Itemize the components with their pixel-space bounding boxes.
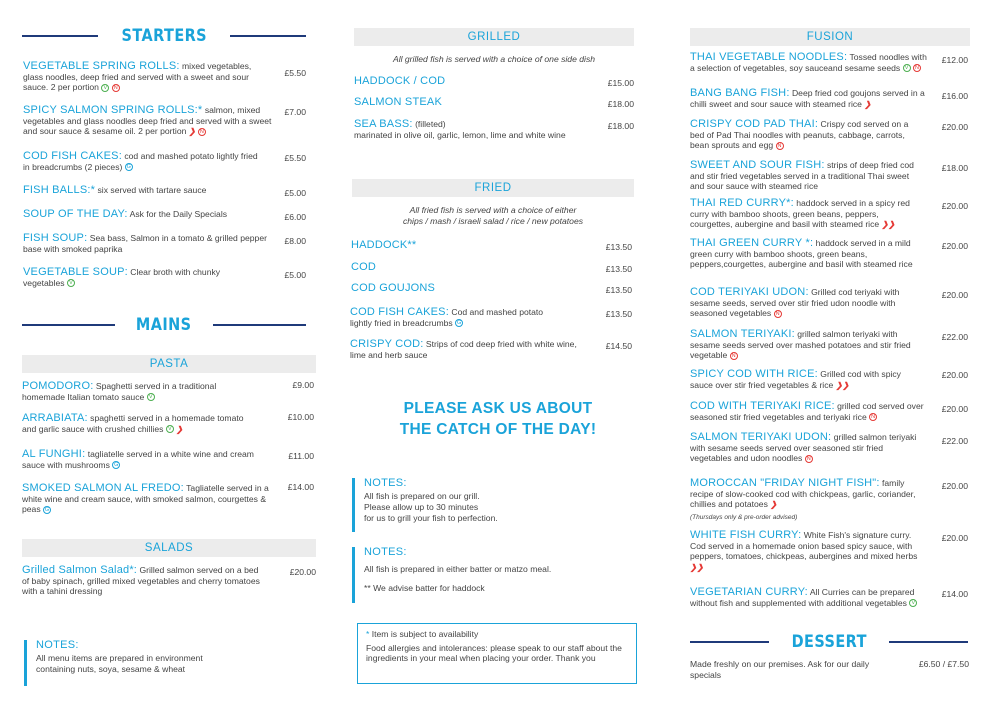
price: £20.00 — [941, 370, 968, 380]
chilli-icon: ❯ — [864, 99, 872, 109]
price: £13.50 — [605, 242, 632, 252]
menu-item-al-funghi: AL FUNGHI: tagliatelle served in a white wine and cream sauce with mushrooms G — [22, 448, 254, 470]
nut-icon: N — [730, 352, 738, 360]
menu-item-sea-bass: SEA BASS: (filleted) marinated in olive oil, garlic, lemon, lime and white wine — [354, 118, 566, 140]
price: £20.00 — [941, 533, 968, 543]
price: £20.00 — [941, 404, 968, 414]
price: £10.00 — [287, 412, 314, 422]
header-rule — [889, 641, 968, 643]
notes-title: NOTES: — [364, 477, 407, 489]
price: £22.00 — [941, 332, 968, 342]
menu-item-cod-fish-cakes: COD FISH CAKES: cod and mashed potato lightly fried in breadcrumbs (2 pieces) G — [23, 150, 258, 172]
menu-item-cod-teriyaki-rice: COD WITH TERIYAKI RICE: grilled cod served over seasoned stir fried vegetables and teriyaki rice N — [690, 400, 924, 422]
menu-item-bang-bang-fish: BANG BANG FISH: Deep fried cod goujons served in a chilli sweet and sour sauce with steamed rice ❯ — [690, 87, 925, 109]
price: £13.50 — [605, 285, 632, 295]
nut-icon: N — [112, 84, 120, 92]
menu-item-fish-balls: FISH BALLS:* six served with tartare sauce — [23, 184, 207, 196]
header-rule — [22, 35, 98, 37]
price: £11.00 — [288, 451, 314, 461]
menu-item-thai-green-curry: THAI GREEN CURRY *: haddock served in a mild green curry with bamboo shoots, green beans, peppers,courgettes, aubergine and basil with steamed rice — [690, 237, 913, 269]
price: £20.00 — [941, 201, 968, 211]
price: £14.00 — [287, 482, 314, 492]
menu-item-cod-fried: COD — [351, 261, 377, 273]
menu-item-thai-veg-noodles: THAI VEGETABLE NOODLES: Tossed noodles with a selection of vegetables, soy sauceand sesame seeds V N — [690, 51, 927, 73]
price: £9.00 — [292, 380, 314, 390]
price: £20.00 — [941, 481, 968, 491]
menu-item-salmon-steak: SALMON STEAK — [354, 96, 442, 108]
menu-item-haddock-fried: HADDOCK** — [351, 239, 417, 251]
nut-icon: N — [774, 310, 782, 318]
nut-icon: N — [805, 455, 813, 463]
menu-item-soup-of-day: SOUP OF THE DAY: Ask for the Daily Specials — [23, 208, 228, 220]
nut-icon: N — [869, 413, 877, 421]
menu-item-haddock-cod-grilled: HADDOCK / COD — [354, 75, 446, 87]
chilli-icon: ❯❯ — [835, 380, 850, 390]
header-rule — [22, 324, 115, 326]
notes-grill: NOTES: All fish is prepared on our grill. Please allow up to 30 minutes for us to grill your fish to perfection. — [352, 478, 552, 532]
menu-item-grilled-salmon-salad: Grilled Salmon Salad*: Grilled salmon served on a bed of baby spinach, grilled mixed vegetables and cherry tomatoes with a tahini dressing — [22, 564, 260, 596]
chilli-icon: ❯❯ — [690, 562, 704, 572]
notes-title: NOTES: — [364, 546, 407, 558]
menu-item-cod-teriyaki-udon: COD TERIYAKI UDON: Grilled cod teriyaki with sesame seeds, served over stir fried udon noodle with seasoned vegetables N — [690, 286, 900, 318]
notes-batter: NOTES: All fish is prepared in either batter or matzo meal. ** We advise batter for haddock — [352, 547, 592, 603]
vegetarian-icon: V — [903, 64, 911, 72]
salads-band: SALADS — [22, 539, 316, 557]
dessert-header — [690, 632, 968, 652]
chilli-icon: ❯ — [770, 500, 777, 509]
gluten-free-icon: G — [44, 506, 50, 513]
price: £7.00 — [284, 107, 306, 117]
price: £20.00 — [941, 290, 968, 300]
vegetarian-icon: V — [909, 599, 917, 607]
mains-title: MAINS — [136, 315, 192, 335]
price: £18.00 — [941, 163, 968, 173]
price: £16.00 — [941, 91, 968, 101]
menu-item-fish-soup: FISH SOUP: Sea bass, Salmon in a tomato & grilled pepper base with smoked paprika — [23, 232, 267, 254]
price: £6.50 / £7.50 — [918, 659, 969, 669]
price: £14.50 — [605, 341, 632, 351]
price: £13.50 — [605, 264, 632, 274]
price: £13.50 — [605, 309, 632, 319]
price: £18.00 — [607, 121, 634, 131]
notes-text: All menu items are prepared in environment containing nuts, soya, sesame & wheat — [36, 653, 203, 674]
menu-item-white-fish-curry: WHITE FISH CURRY: White Fish's signature curry. Cod served in a homemade onion based spicy sauce, with peppers, tomatoes, chickpeas, aubergines and mixed herbs ❯❯ — [690, 529, 918, 572]
menu-item-salmon-teriyaki: SALMON TERIYAKI: grilled salmon teriyaki with sesame seeds served over mashed potatoes and stir fried vegetable N — [690, 328, 911, 360]
price: £14.00 — [941, 589, 968, 599]
chilli-icon: ❯❯ — [881, 220, 895, 229]
gluten-free-icon: G — [114, 462, 119, 469]
chilli-icon: ❯ — [188, 127, 196, 136]
allergy-notice: * Item is subject to availability Food allergies and intolerances: please speak to our staff about the ingredients in your meal when placing your order. Thank you — [357, 623, 637, 684]
mains-header — [22, 315, 306, 335]
price: £20.00 — [289, 567, 316, 577]
pasta-band: PASTA — [22, 355, 316, 373]
price: £5.00 — [284, 188, 306, 198]
nut-icon: N — [913, 64, 921, 72]
notes-left — [24, 640, 239, 686]
header-rule — [230, 35, 306, 37]
fried-band: FRIED — [352, 179, 634, 197]
grilled-subtitle: All grilled fish is served with a choice of one side dish — [392, 54, 596, 64]
dessert-desc: Made freshly on our premises. Ask for our daily specials — [690, 659, 870, 680]
vegetarian-icon: V — [101, 84, 109, 92]
menu-item-thai-red-curry: THAI RED CURRY*: haddock served in a spicy red curry with bamboo shoots, green beans, peppers, courgettes, aubergine and basil with steamed rice ❯❯ — [690, 197, 910, 229]
dessert-title: DESSERT — [791, 632, 867, 652]
menu-item-vegetable-soup: VEGETABLE SOUP: Clear broth with chunky vegetables V — [23, 266, 221, 288]
menu-item-crispy-cod: CRISPY COD: Strips of cod deep fried with white wine, lime and herb sauce — [350, 338, 577, 360]
menu-item-salmon-teriyaki-udon: SALMON TERIYAKI UDON: grilled salmon teriyaki with sesame seeds served over seasoned stir fried vegetables and udon noodles N — [690, 431, 917, 463]
gluten-free-icon: G — [456, 320, 462, 327]
vegetarian-icon: V — [147, 393, 155, 401]
nut-icon: N — [198, 128, 206, 136]
menu-item-spicy-cod-rice: SPICY COD WITH RICE: Grilled cod with spicy sauce over stir fried vegetables & rice ❯❯ — [690, 368, 901, 390]
grilled-band: GRILLED — [354, 28, 634, 46]
starters-header — [22, 26, 306, 46]
price: £5.50 — [284, 68, 306, 78]
menu-item-vegetarian-curry: VEGETARIAN CURRY: All Curries can be prepared without fish and supplemented with additional vegetables V — [690, 587, 942, 608]
menu-item-veg-spring-rolls: VEGETABLE SPRING ROLLS: mixed vegetables, glass noodles, deep fried and served with a sweet and sour sauce. 2 per portion V N — [23, 60, 252, 92]
menu-item-smoked-salmon-alfredo: SMOKED SALMON AL FREDO: Tagliatelle served in a white wine and cream sauce, with smoked salmon, courgettes & peas G — [22, 482, 269, 514]
fried-subtitle: All fried fish is served with a choice of either chips / mash / israeli salad / rice / new potatoes — [402, 205, 584, 226]
fusion-band: FUSION — [690, 28, 970, 46]
price: £15.00 — [607, 78, 634, 88]
price: £18.00 — [607, 99, 634, 109]
menu-item-pomodoro: POMODORO: Spaghetti served in a traditional homemade Italian tomato sauce V — [22, 380, 217, 402]
price: £22.00 — [941, 436, 968, 446]
chilli-icon: ❯ — [176, 424, 183, 434]
menu-item-spicy-salmon-rolls: SPICY SALMON SPRING ROLLS:* salmon, mixed vegetables and glass noodles deep fried and served with a sweet and sour sauce & sesame oil. 2 per portion ❯ N — [23, 104, 272, 136]
vegetarian-icon: V — [166, 425, 174, 433]
price: £20.00 — [941, 122, 968, 132]
header-rule — [690, 641, 769, 643]
price: £12.00 — [941, 55, 968, 65]
notes-title: NOTES: — [36, 639, 79, 651]
menu-item-arrabiata: ARRABIATA: spaghetti served in a homemade tomato and garlic sauce with crushed chillies V ❯ — [22, 412, 244, 434]
gluten-free-icon: G — [126, 164, 131, 171]
nut-icon: N — [776, 142, 784, 150]
menu-item-cod-fish-cakes-fried: COD FISH CAKES: Cod and mashed potato lightly fried in breadcrumbs G — [350, 306, 544, 328]
catch-of-the-day: PLEASE ASK US ABOUT THE CATCH OF THE DAY! — [399, 400, 597, 438]
price: £6.00 — [284, 212, 306, 222]
menu-item-crispy-cod-pad-thai: CRISPY COD PAD THAI: Crispy cod served on a bed of Pad Thai noodles with peanuts, cabbage, carrots, bean sprouts and egg N — [690, 118, 909, 150]
price: £5.50 — [284, 153, 306, 163]
price: £8.00 — [284, 236, 306, 246]
vegetarian-icon: V — [67, 279, 75, 287]
header-rule — [213, 324, 306, 326]
price: £20.00 — [941, 241, 968, 251]
menu-item-moroccan-fish: MOROCCAN "FRIDAY NIGHT FISH": family recipe of slow-cooked cod with chickpeas, garlic, coriander, chillies and potatoes ❯ (Thursdays only & pre-order advised) — [690, 477, 916, 521]
starters-title: STARTERS — [121, 26, 207, 46]
menu-item-cod-goujons: COD GOUJONS — [351, 282, 436, 294]
price: £5.00 — [284, 270, 306, 280]
menu-item-sweet-sour-fish: SWEET AND SOUR FISH: strips of deep fried cod and stir fried vegetables served in a traditional Thai sweet and sour sauce with steamed rice — [690, 159, 914, 191]
